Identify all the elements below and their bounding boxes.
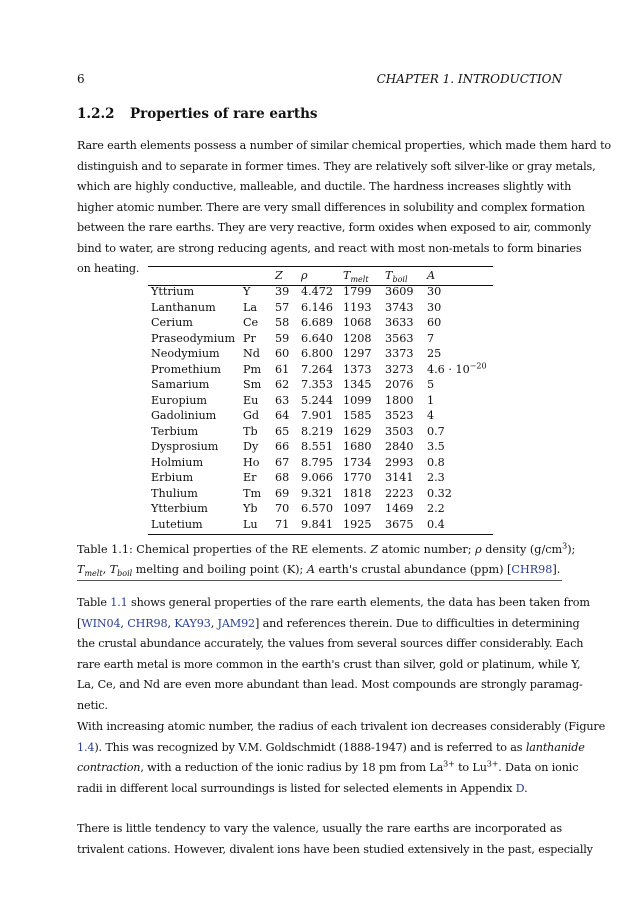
abundance: 0.32 [427, 486, 452, 500]
element-name: Yttrium [151, 285, 195, 299]
melting-point: 1925 [343, 517, 372, 531]
text-line: trivalent cations. However, divalent ions have been studied extensively in the past, especially [77, 842, 593, 856]
atomic-number: 61 [275, 362, 290, 376]
element-symbol: Dy [243, 440, 259, 454]
element-name: Ytterbium [151, 502, 208, 516]
melting-point: 1345 [343, 378, 372, 392]
density: 8.795 [301, 455, 334, 469]
element-name: Cerium [151, 316, 193, 330]
col-header-a: A [427, 269, 436, 282]
element-name: Promethium [151, 362, 221, 376]
element-symbol: Lu [243, 517, 258, 531]
atomic-number: 68 [275, 471, 290, 485]
paragraph-intro [77, 136, 612, 280]
paragraph-table-discussion [77, 593, 590, 716]
abundance: 2.2 [427, 502, 445, 516]
melting-point: 1099 [343, 393, 372, 407]
atomic-number: 59 [275, 331, 290, 345]
melting-point: 1770 [343, 471, 372, 485]
melting-point: 1734 [343, 455, 372, 469]
element-symbol: Sm [243, 378, 262, 392]
section-number: 1.2.2 [77, 106, 115, 122]
density: 6.570 [301, 502, 334, 516]
element-symbol: Y [243, 285, 251, 299]
abundance: 0.7 [427, 424, 445, 438]
atomic-number: 67 [275, 455, 290, 469]
citation-link[interactable]: WIN04 [81, 616, 121, 630]
melting-point: 1097 [343, 502, 372, 516]
table-row [148, 470, 493, 486]
element-symbol: Eu [243, 393, 259, 407]
abundance: 60 [427, 316, 442, 330]
boiling-point: 3609 [385, 285, 414, 299]
boiling-point: 2076 [385, 378, 414, 392]
boiling-point: 2223 [385, 486, 414, 500]
figure-ref-link[interactable]: 1.4 [77, 740, 95, 754]
boiling-point: 2993 [385, 455, 414, 469]
boiling-point: 3503 [385, 424, 414, 438]
table-row [148, 455, 493, 471]
abundance: 7 [427, 331, 435, 345]
boiling-point: 3675 [385, 517, 414, 531]
element-symbol: Tm [243, 486, 262, 500]
citation-link[interactable]: KAY93 [174, 616, 211, 630]
melting-point: 1585 [343, 409, 372, 423]
abundance: 2.3 [427, 471, 445, 485]
citation-link[interactable]: CHR98 [511, 563, 553, 576]
text-line: distinguish and to separate in former times. They are relatively soft silver-like or gray metals, [77, 159, 596, 173]
table-number-link[interactable]: 1.1 [110, 596, 128, 609]
atomic-number: 39 [275, 285, 290, 299]
col-header-z: Z [275, 269, 283, 282]
density: 6.146 [301, 300, 334, 314]
element-symbol: Nd [243, 347, 260, 361]
properties-table [148, 267, 493, 532]
boiling-point: 3523 [385, 409, 414, 423]
abundance: 1 [427, 393, 435, 407]
table-row [148, 486, 493, 502]
abundance: 30 [427, 300, 442, 314]
element-symbol: Yb [243, 502, 258, 516]
boiling-point: 3141 [385, 471, 414, 485]
section-heading [77, 106, 318, 122]
table-row [148, 424, 493, 440]
density: 8.219 [301, 424, 334, 438]
density: 7.264 [301, 362, 334, 376]
table-header-row [148, 267, 493, 284]
text-line: [WIN04, CHR98, KAY93, JAM92] and references therein. Due to difficulties in determining [77, 616, 580, 630]
melting-point: 1629 [343, 424, 372, 438]
col-header-tboil: $T_{boil}$ [385, 269, 408, 285]
table-row [148, 393, 493, 409]
element-symbol: Er [243, 471, 257, 485]
table-row [148, 517, 493, 533]
atomic-number: 66 [275, 440, 290, 454]
element-name: Samarium [151, 378, 210, 392]
density: 6.689 [301, 316, 334, 330]
text-line: bind to water, are strong reducing agents, and react with most non-metals to form binaries [77, 241, 582, 255]
element-symbol: Pm [243, 362, 262, 376]
abundance: 4 [427, 409, 435, 423]
citation-link[interactable]: CHR98 [127, 616, 168, 630]
element-symbol: Ho [243, 455, 260, 469]
density: 8.551 [301, 440, 334, 454]
element-symbol: La [243, 300, 258, 314]
abundance: 0.4 [427, 517, 445, 531]
melting-point: 1068 [343, 316, 372, 330]
table-row [148, 408, 493, 424]
abundance: 25 [427, 347, 442, 361]
element-symbol: Gd [243, 409, 260, 423]
text-line: between the rare earths. They are very reactive, form oxides when exposed to air, commonly [77, 221, 592, 234]
element-name: Erbium [151, 471, 194, 485]
atomic-number: 63 [275, 393, 290, 407]
table-row [148, 300, 493, 316]
element-name: Holmium [151, 455, 204, 469]
text-line: higher atomic number. There are very small differences in solubility and complex formation [77, 200, 585, 214]
boiling-point: 3563 [385, 331, 414, 345]
abundance: 30 [427, 285, 442, 299]
text-line: With increasing atomic number, the radius of each trivalent ion decreases considerably (Figure [77, 720, 606, 733]
melting-point: 1680 [343, 440, 372, 454]
text-line: There is little tendency to vary the valence, usually the rare earths are incorporated as [77, 822, 562, 835]
melting-point: 1818 [343, 486, 372, 500]
text-line: La, Ce, and Nd are even more abundant than lead. Most compounds are strongly paramag- [77, 678, 583, 691]
boiling-point: 3743 [385, 300, 414, 314]
element-name: Praseodymium [151, 331, 236, 345]
paragraph-valence [77, 819, 593, 860]
table-row [148, 362, 493, 378]
col-header-element [148, 267, 240, 284]
col-header-rho: ρ [301, 269, 308, 282]
boiling-point: 2840 [385, 440, 414, 454]
density: 9.321 [301, 486, 334, 500]
table-row [148, 346, 493, 362]
citation-link[interactable]: JAM92 [217, 616, 256, 630]
caption-divider [77, 580, 562, 581]
element-symbol: Tb [243, 424, 258, 438]
abundance: $4.6 \cdot 10^{-20}$ [427, 361, 487, 376]
atomic-number: 70 [275, 502, 290, 516]
table-bottom-rule [148, 534, 493, 535]
atomic-number: 58 [275, 316, 290, 330]
table-header-rule [148, 285, 493, 286]
table-row [148, 331, 493, 347]
table-row [148, 315, 493, 331]
element-name: Thulium [151, 486, 198, 500]
atomic-number: 57 [275, 300, 290, 314]
paragraph-contraction [77, 717, 606, 799]
melting-point: 1208 [343, 331, 372, 345]
atomic-number: 62 [275, 378, 290, 392]
density: 7.353 [301, 378, 334, 392]
element-name: Terbium [151, 424, 199, 438]
table-row [148, 439, 493, 455]
boiling-point: 3373 [385, 347, 414, 361]
table-row [148, 284, 493, 300]
section-title: Properties of rare earths [130, 106, 318, 122]
element-symbol: Ce [243, 316, 259, 330]
text-line: radii in different local surroundings is listed for selected elements in Appendix D. [77, 781, 528, 795]
atomic-number: 65 [275, 424, 290, 438]
element-name: Lutetium [151, 517, 203, 531]
col-header-tmelt: $T_{melt}$ [343, 269, 369, 285]
abundance: 3.5 [427, 440, 445, 454]
col-header-symbol [240, 267, 272, 284]
boiling-point: 3273 [385, 362, 414, 376]
table-row [148, 501, 493, 517]
element-name: Lanthanum [151, 300, 216, 314]
text-line: Rare earth elements possess a number of similar chemical properties, which made them hard to [77, 139, 612, 152]
density: 6.640 [301, 331, 334, 345]
element-name: Gadolinium [151, 409, 217, 423]
density: 4.472 [301, 285, 334, 299]
element-name: Neodymium [151, 347, 220, 361]
density: 6.800 [301, 347, 334, 361]
melting-point: 1373 [343, 362, 372, 376]
element-name: Dysprosium [151, 440, 219, 454]
text-line: rare earth metal is more common in the earth's crust than silver, gold or platinum, while Y, [77, 657, 581, 671]
boiling-point: 3633 [385, 316, 414, 330]
table-row [148, 377, 493, 393]
melting-point: 1193 [343, 300, 372, 314]
density: 5.244 [301, 393, 334, 407]
element-name: Europium [151, 393, 208, 407]
melting-point: 1799 [343, 285, 372, 299]
appendix-ref-link[interactable]: D [515, 781, 525, 795]
table-caption: Table 1.1: Chemical properties of the RE elements. Z atomic number; ρ density $(g/cm^3)$; $T_{melt}$, $T_{boil}$ melting and boiling point (K); A earth's crustal abundance (ppm) [CHR98]. [77, 541, 576, 579]
element-symbol: Pr [243, 331, 256, 345]
abundance: 0.8 [427, 455, 445, 469]
text-line: Table 1.1 shows general properties of the rare earth elements, the data has been taken from [77, 596, 590, 609]
text-line: which are highly conductive, malleable, and ductile. The hardness increases slightly with [77, 180, 572, 193]
boiling-point: 1469 [385, 502, 414, 516]
boiling-point: 1800 [385, 393, 414, 407]
page-number: 6 [77, 72, 85, 86]
atomic-number: 60 [275, 347, 290, 361]
text-line: contraction, with a reduction of the ionic radius by 18 pm from $La^{3+}$ to $Lu^{3+}$. Data on ionic [77, 759, 579, 774]
melting-point: 1297 [343, 347, 372, 361]
density: 7.901 [301, 409, 334, 423]
text-line: 1.4). This was recognized by V.M. Goldschmidt (1888-1947) and is referred to as lanthanide [77, 740, 585, 754]
density: 9.841 [301, 517, 334, 531]
density: 9.066 [301, 471, 334, 485]
text-line: the crustal abundance accurately, the values from several sources differ considerably. Each [77, 637, 584, 650]
text-line: netic. [77, 698, 108, 712]
atomic-number: 71 [275, 517, 290, 531]
atomic-number: 69 [275, 486, 290, 500]
atomic-number: 64 [275, 409, 290, 423]
running-header: CHAPTER 1. INTRODUCTION [376, 72, 562, 86]
abundance: 5 [427, 378, 435, 392]
text-line: on heating. [77, 262, 140, 275]
